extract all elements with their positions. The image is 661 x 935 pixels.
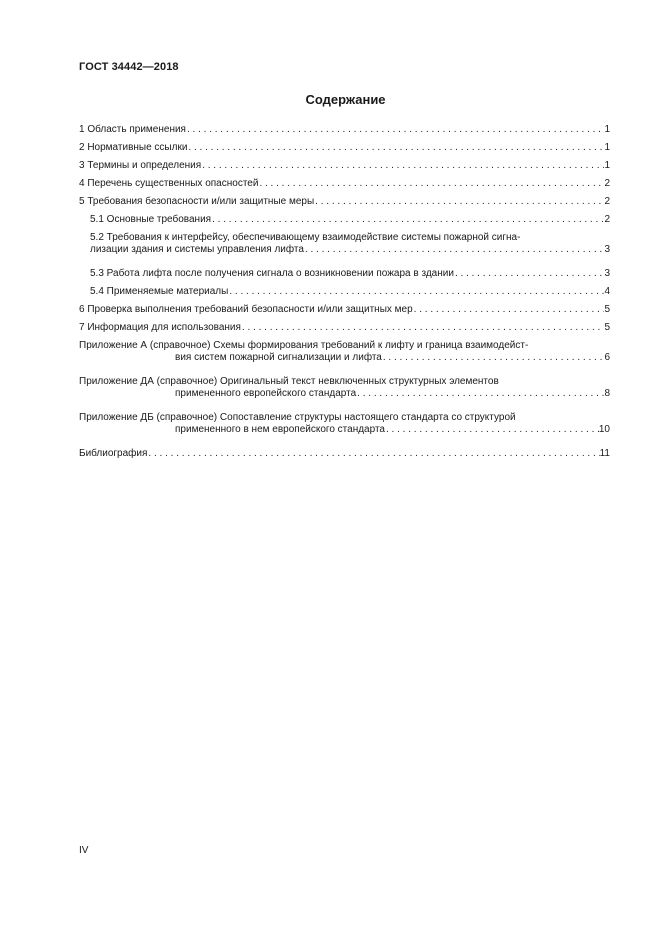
page-number: IV bbox=[79, 845, 89, 856]
toc-page-number: 3 bbox=[604, 268, 610, 279]
toc-entry-appendix-da[interactable] bbox=[79, 376, 610, 412]
leader-dots bbox=[228, 286, 604, 298]
toc-entry-bibliography[interactable] bbox=[79, 448, 610, 466]
toc-entry-text: 7 Информация для использования bbox=[79, 322, 241, 333]
toc-entry-text: 2 Нормативные ссылки bbox=[79, 142, 188, 153]
toc-entry-3[interactable] bbox=[79, 160, 610, 178]
toc-page-number: 3 bbox=[604, 244, 610, 255]
toc-page-number: 10 bbox=[598, 424, 610, 435]
toc-page-number: 2 bbox=[604, 178, 610, 189]
leader-dots bbox=[382, 352, 605, 364]
toc-entry-first-line: 5.2 Требования к интерфейсу, обеспечивающему взаимодействие системы пожарной сигна- bbox=[90, 232, 521, 243]
toc-entry-2[interactable] bbox=[79, 142, 610, 160]
toc-entry-text: примененного европейского стандарта bbox=[175, 388, 357, 399]
toc-entry-appendix-a[interactable] bbox=[79, 340, 610, 376]
toc-page-number: 2 bbox=[604, 214, 610, 225]
leader-dots bbox=[304, 244, 605, 256]
toc-entry-5-2[interactable] bbox=[79, 232, 610, 268]
toc-entry-text: примененного в нем европейского стандарта bbox=[175, 424, 385, 435]
leader-dots bbox=[356, 388, 604, 400]
toc-entry-5[interactable] bbox=[79, 196, 610, 214]
toc-entry-5-4[interactable] bbox=[79, 286, 610, 304]
leader-dots bbox=[258, 178, 604, 190]
leader-dots bbox=[211, 214, 604, 226]
toc-entry-1[interactable] bbox=[79, 124, 610, 142]
toc-entry-text: Библиография bbox=[79, 448, 148, 459]
toc-page-number: 1 bbox=[604, 124, 610, 135]
leader-dots bbox=[413, 304, 605, 316]
toc-entry-text: вия систем пожарной сигнализации и лифта bbox=[175, 352, 382, 363]
toc-page-number: 11 bbox=[599, 448, 610, 459]
toc-entry-5-1[interactable] bbox=[79, 214, 610, 232]
standard-code: ГОСТ 34442—2018 bbox=[79, 61, 179, 73]
toc-page-number: 5 bbox=[604, 322, 610, 333]
toc-page-number: 8 bbox=[604, 388, 610, 399]
leader-dots bbox=[147, 448, 599, 460]
toc-entry-text: 3 Термины и определения bbox=[79, 160, 202, 171]
toc-entry-text: 6 Проверка выполнения требований безопасности и/или защитных мер bbox=[79, 304, 413, 315]
toc-page-number: 1 bbox=[604, 142, 610, 153]
page-title: Содержание bbox=[305, 92, 386, 107]
toc-page-number: 5 bbox=[604, 304, 610, 315]
toc-page-number: 6 bbox=[604, 352, 610, 363]
leader-dots bbox=[201, 160, 604, 172]
toc-entry-text: 5 Требования безопасности и/или защитные меры bbox=[79, 196, 315, 207]
toc-entry-text: 4 Перечень существенных опасностей bbox=[79, 178, 259, 189]
toc-entry-7[interactable] bbox=[79, 322, 610, 340]
toc-entry-text: 5.4 Применяемые материалы bbox=[90, 286, 229, 297]
toc-entry-first-line: Приложение А (справочное) Схемы формирования требований к лифту и граница взаимодейст- bbox=[79, 340, 529, 351]
toc-page-number: 2 bbox=[604, 196, 610, 207]
toc-entry-text: 5.3 Работа лифта после получения сигнала о возникновении пожара в здании bbox=[90, 268, 454, 279]
toc-entry-5-3[interactable] bbox=[79, 268, 610, 286]
toc-page-number: 4 bbox=[604, 286, 610, 297]
toc-entry-text: 1 Область применения bbox=[79, 124, 186, 135]
leader-dots bbox=[454, 268, 604, 280]
toc-entry-text: лизации здания и системы управления лифта bbox=[90, 244, 304, 255]
toc-page-number: 1 bbox=[604, 160, 610, 171]
toc-entry-first-line: Приложение ДА (справочное) Оригинальный текст невключенных структурных элементов bbox=[79, 376, 499, 387]
leader-dots bbox=[385, 424, 599, 436]
toc-entry-text: 5.1 Основные требования bbox=[90, 214, 212, 225]
leader-dots bbox=[187, 142, 604, 154]
leader-dots bbox=[241, 322, 605, 334]
toc-entry-6[interactable] bbox=[79, 304, 610, 322]
leader-dots bbox=[186, 124, 604, 136]
toc-entry-4[interactable] bbox=[79, 178, 610, 196]
toc-entry-appendix-db[interactable] bbox=[79, 412, 610, 448]
leader-dots bbox=[314, 196, 604, 208]
toc-entry-first-line: Приложение ДБ (справочное) Сопоставление структуры настоящего стандарта со структурой bbox=[79, 412, 516, 423]
table-of-contents bbox=[79, 124, 610, 466]
